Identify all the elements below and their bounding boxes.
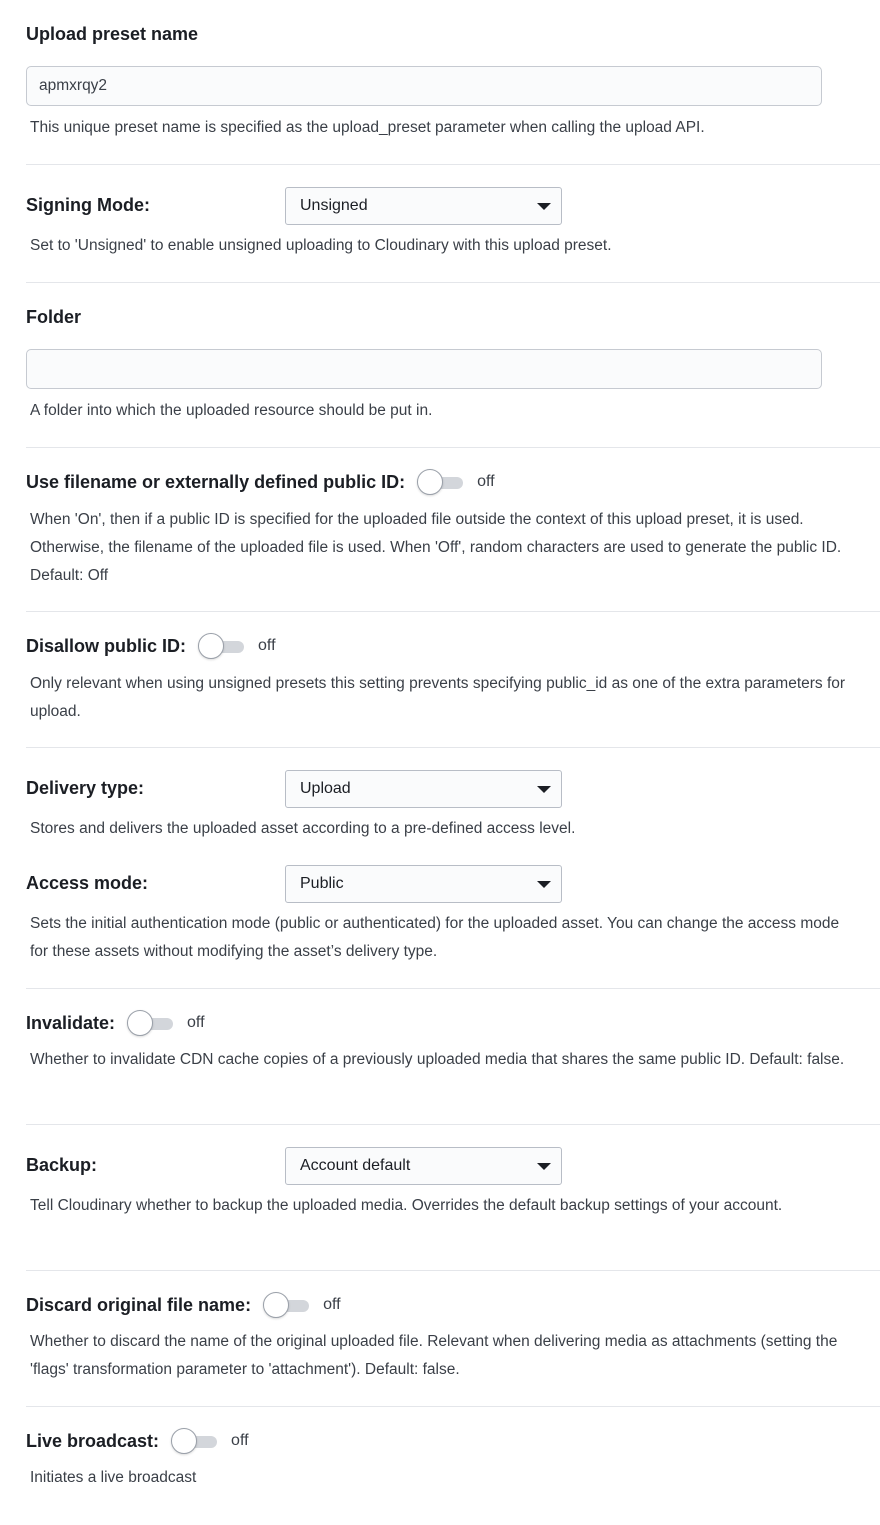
divider bbox=[26, 1270, 880, 1271]
use-filename-description: When 'On', then if a public ID is specified for the uploaded file outside the context of this upload preset, it is used. Otherwise, the filename of the uploaded file is used. When 'Off', random characters are used to generate the public ID. Default: Off bbox=[30, 511, 842, 584]
disallow-public-id-state: off bbox=[258, 637, 276, 654]
folder-label: Folder bbox=[26, 307, 82, 327]
discard-filename-description: Whether to discard the name of the original uploaded file. Relevant when delivering media as attachments (setting the 'flags' transformation parameter to 'attachment'). Default: false. bbox=[30, 1333, 838, 1378]
invalidate-row bbox=[26, 1009, 205, 1037]
use-filename-label: Use filename or externally defined public ID: bbox=[26, 471, 406, 492]
invalidate-state: off bbox=[187, 1014, 205, 1031]
disallow-public-id-label: Disallow public ID: bbox=[26, 635, 187, 656]
signing-mode-value: Unsigned bbox=[300, 197, 368, 214]
use-filename-state: off bbox=[477, 473, 495, 490]
signing-mode-description: Set to 'Unsigned' to enable unsigned uploading to Cloudinary with this upload preset. bbox=[30, 237, 612, 254]
toggle-knob bbox=[198, 633, 224, 659]
signing-mode-select[interactable] bbox=[285, 187, 562, 225]
chevron-down-icon bbox=[537, 1163, 551, 1170]
access-mode-select[interactable] bbox=[285, 865, 562, 903]
divider bbox=[26, 611, 880, 612]
chevron-down-icon bbox=[537, 203, 551, 210]
divider bbox=[26, 747, 880, 748]
delivery-type-value: Upload bbox=[300, 780, 351, 797]
divider bbox=[26, 1124, 880, 1125]
folder-input[interactable] bbox=[26, 349, 822, 389]
disallow-public-id-row bbox=[26, 632, 276, 660]
use-filename-row bbox=[26, 468, 495, 496]
delivery-type-description: Stores and delivers the uploaded asset according to a pre-defined access level. bbox=[30, 820, 576, 837]
backup-value: Account default bbox=[300, 1157, 411, 1174]
live-broadcast-state: off bbox=[231, 1432, 249, 1449]
divider bbox=[26, 282, 880, 283]
backup-description: Tell Cloudinary whether to backup the uploaded media. Overrides the default backup settings of your account. bbox=[30, 1197, 783, 1214]
delivery-type-select[interactable] bbox=[285, 770, 562, 808]
backup-label: Backup: bbox=[26, 1155, 98, 1175]
access-mode-label: Access mode: bbox=[26, 873, 149, 893]
access-mode-value: Public bbox=[300, 875, 344, 892]
divider bbox=[26, 1406, 880, 1407]
live-broadcast-row bbox=[26, 1427, 249, 1455]
discard-filename-label: Discard original file name: bbox=[26, 1294, 252, 1315]
disallow-public-id-toggle[interactable] bbox=[198, 632, 244, 660]
divider bbox=[26, 164, 880, 165]
discard-filename-row bbox=[26, 1291, 341, 1319]
upload-preset-label: Upload preset name bbox=[26, 24, 199, 44]
discard-filename-toggle[interactable] bbox=[263, 1291, 309, 1319]
upload-preset-description: This unique preset name is specified as the upload_preset parameter when calling the upload API. bbox=[30, 119, 705, 136]
delivery-type-label: Delivery type: bbox=[26, 778, 145, 798]
chevron-down-icon bbox=[537, 786, 551, 793]
toggle-knob bbox=[171, 1428, 197, 1454]
signing-mode-label: Signing Mode: bbox=[26, 195, 150, 215]
divider bbox=[26, 988, 880, 989]
disallow-public-id-description: Only relevant when using unsigned presets this setting prevents specifying public_id as one of the extra parameters for upload. bbox=[30, 675, 846, 720]
invalidate-description: Whether to invalidate CDN cache copies of a previously uploaded media that shares the same public ID. Default: false. bbox=[30, 1051, 845, 1068]
use-filename-toggle[interactable] bbox=[417, 468, 463, 496]
chevron-down-icon bbox=[537, 881, 551, 888]
folder-description: A folder into which the uploaded resource should be put in. bbox=[30, 402, 433, 419]
invalidate-label: Invalidate: bbox=[26, 1012, 116, 1033]
backup-select[interactable] bbox=[285, 1147, 562, 1185]
access-mode-description: Sets the initial authentication mode (public or authenticated) for the uploaded asset. You can change the access mode for these assets without modifying the asset’s delivery type. bbox=[30, 915, 840, 960]
upload-preset-input[interactable] bbox=[26, 66, 822, 106]
live-broadcast-description: Initiates a live broadcast bbox=[30, 1469, 197, 1486]
toggle-knob bbox=[417, 469, 443, 495]
discard-filename-state: off bbox=[323, 1296, 341, 1313]
invalidate-toggle[interactable] bbox=[127, 1009, 173, 1037]
live-broadcast-label: Live broadcast: bbox=[26, 1430, 160, 1451]
toggle-knob bbox=[127, 1010, 153, 1036]
toggle-knob bbox=[263, 1292, 289, 1318]
live-broadcast-toggle[interactable] bbox=[171, 1427, 217, 1455]
divider bbox=[26, 447, 880, 448]
